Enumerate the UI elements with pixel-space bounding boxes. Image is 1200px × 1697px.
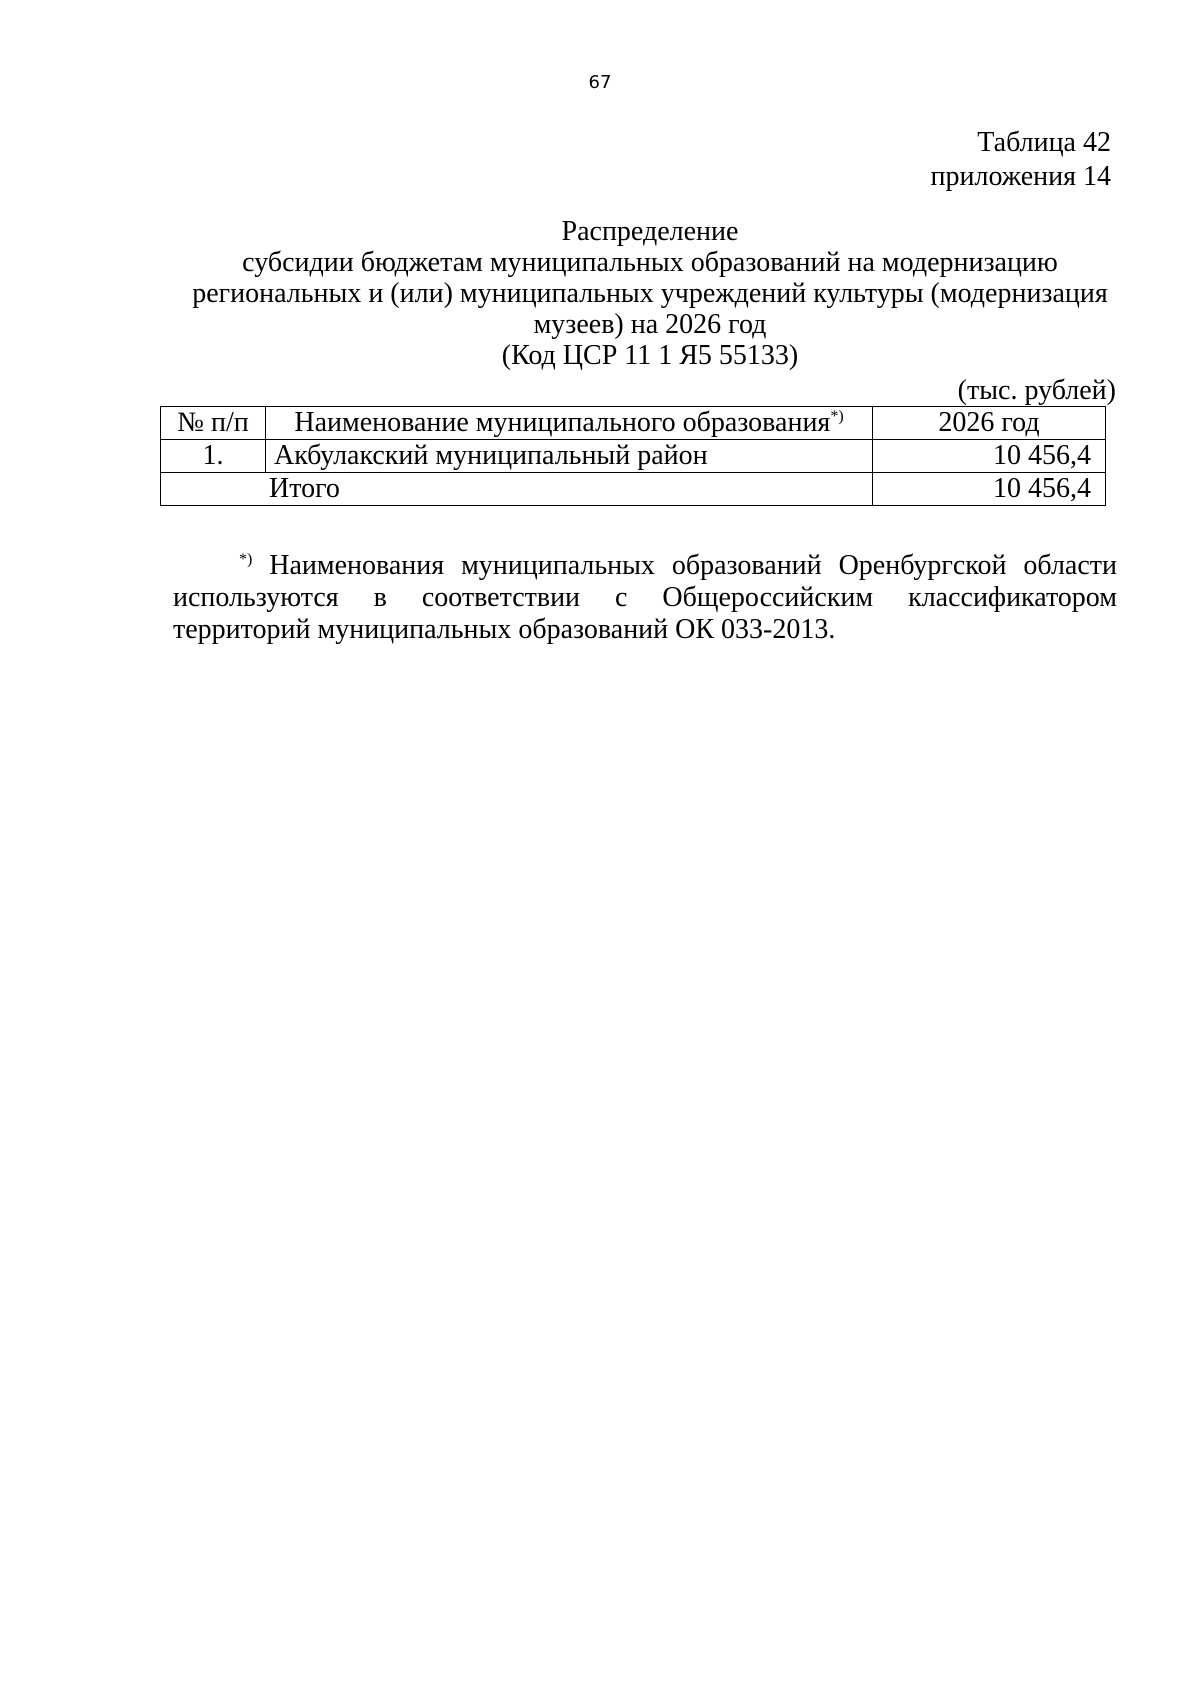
title-line-5: (Код ЦСР 11 1 Я5 55133) [501,340,799,371]
table-row [161,440,1106,473]
footnote-mark: *) [239,551,253,568]
subsidy-table [160,406,1106,506]
total-value: 10 456,4 [873,473,1106,506]
header-name [266,407,873,440]
page-number: 67 [588,72,612,93]
header-num: № п/п [161,407,266,440]
title-line-4: музеев) на 2026 год [533,309,767,340]
document-title [180,216,1120,371]
units-label: (тыс. рублей) [957,375,1116,406]
header-footnote-mark: *) [830,408,844,425]
title-line-2: субсидии бюджетам муниципальных образований на модернизацию [242,247,1058,278]
title-line-3: региональных и (или) муниципальных учреждений культуры (модернизация [192,278,1108,309]
title-line-1: Распределение [561,216,739,247]
table-reference [931,126,1112,194]
row-name: Акбулакский муниципальный район [266,440,873,473]
row-value: 10 456,4 [873,440,1106,473]
table-header-row [161,407,1106,440]
footnote [173,550,1117,646]
total-label: Итого [161,473,873,506]
table-total-row [161,473,1106,506]
table-number: Таблица 42 [977,127,1111,158]
footnote-text: Наименования муниципальных образований Оренбургской области используются в соответствии с Общероссийским классификатором территорий муниципальных образований ОК 033-2013. [173,550,1117,645]
header-name-text: Наименование муниципального образования [294,407,831,438]
row-num: 1. [161,440,266,473]
header-year: 2026 год [873,407,1106,440]
appendix-reference: приложения 14 [930,161,1111,192]
